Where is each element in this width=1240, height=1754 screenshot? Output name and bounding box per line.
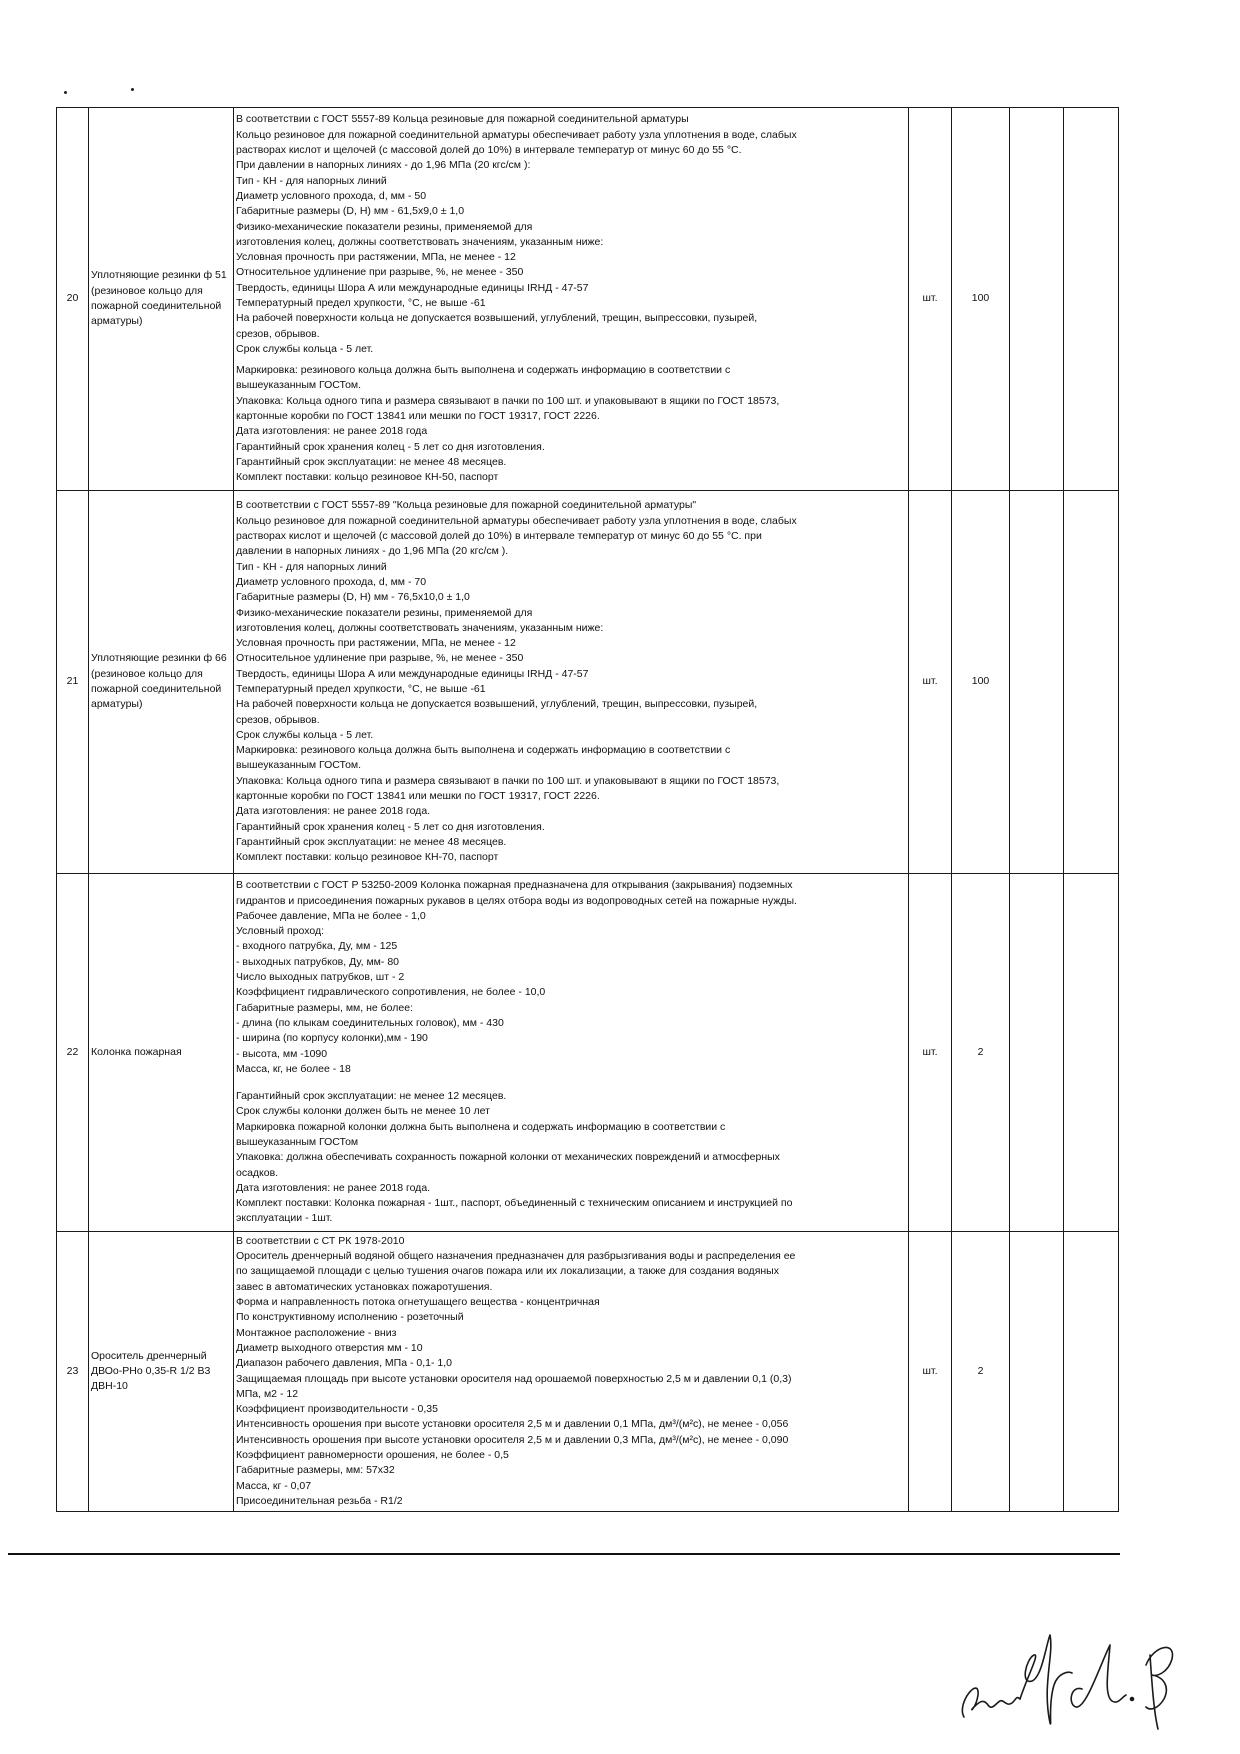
description-line: Тип - КН - для напорных линий <box>236 174 387 187</box>
description-line: Присоединительная резьба - R1/2 <box>236 1494 403 1507</box>
item-description <box>234 1232 909 1512</box>
table-row <box>57 874 1119 1232</box>
description-line: Комплект поставки: кольцо резиновое КН-70, паспорт <box>236 851 499 864</box>
description-line: На рабочей поверхности кольца не допускается возвышений, углублений, трещин, выпрессовки, пузырей, <box>236 312 758 325</box>
description-line: Относительное удлинение при разрыве, %, не менее - 350 <box>236 266 524 279</box>
description-line: Диапазон рабочего давления, МПа - 0,1- 1,0 <box>236 1357 452 1370</box>
description-line: эксплуатации - 1шт. <box>236 1212 333 1225</box>
description-line: МПа, м2 - 12 <box>236 1387 299 1400</box>
description-line: Маркировка: резинового кольца должна быть выполнена и содержать информацию в соответствии с <box>236 744 731 757</box>
description-line: Рабочее давление, МПа не более - 1,0 <box>236 909 426 922</box>
description-line: Упаковка: Кольца одного типа и размера связывают в пачки по 100 шт. и упаковывают в ящики по ГОСТ 18573, <box>236 774 780 787</box>
description-line: картонные коробки по ГОСТ 13841 или мешки по ГОСТ 19317, ГОСТ 2226. <box>236 410 600 423</box>
description-line: завес в автоматических установках пожаротушения. <box>236 1280 493 1293</box>
description-line: Твердость, единицы Шора А или международные единицы IRHД - 47-57 <box>236 281 589 294</box>
unit-of-measure: шт. <box>909 108 952 491</box>
scan-speck <box>131 88 134 91</box>
description-line: изготовления колец, должны соответствовать значениям, указанным ниже: <box>236 235 604 248</box>
description-line: Коэффициент производительности - 0,35 <box>236 1403 438 1416</box>
description-line: - длина (по клыкам соединительных головок), мм - 430 <box>236 1016 504 1029</box>
description-line: Срок службы колонки должен быть не менее 10 лет <box>236 1105 490 1118</box>
description-line: Интенсивность орошения при высоте установки оросителя 2,5 м и давлении 0,3 МПа, дм³/(м²с), не менее - 0,090 <box>236 1433 789 1446</box>
description-line: В соответствии с ГОСТ 5557-89 Кольца резиновые для пожарной соединительной арматуры <box>236 113 689 126</box>
description-line: Твердость, единицы Шора А или международные единицы IRHД - 47-57 <box>236 667 589 680</box>
description-line: Коэффициент равномерности орошения, не более - 0,5 <box>236 1448 509 1461</box>
description-line: Дата изготовления: не ранее 2018 года <box>236 425 428 438</box>
description-line: Комплект поставки: Колонка пожарная - 1шт., паспорт, объединенный с техническим описанием и инструкцией по <box>236 1197 793 1210</box>
row-number: 21 <box>57 491 89 874</box>
description-line: вышеуказанным ГОСТом. <box>236 759 362 772</box>
description-line: Температурный предел хрупкости, °С, не выше -61 <box>236 683 486 695</box>
description-line: Условная прочность при растяжении, МПа, не менее - 12 <box>236 637 516 650</box>
description-line: растворах кислот и щелочей (с массовой долей до 10%) в интервале температур от минус 60 до 55 °С. <box>236 144 742 157</box>
description-line: В соответствии с СТ РК 1978-2010 <box>236 1234 405 1247</box>
description-line: Срок службы кольца - 5 лет. <box>236 342 374 355</box>
description-line: срезов, обрывов. <box>236 327 320 340</box>
empty-cell <box>1010 1232 1064 1512</box>
description-line: Маркировка: резинового кольца должна быть выполнена и содержать информацию в соответствии с <box>236 364 731 377</box>
description-line: растворах кислот и щелочей (с массовой долей до 10%) в интервале температур от минус 60 до 55 °С. при <box>236 530 762 543</box>
description-line: Масса, кг, не более - 18 <box>236 1062 351 1075</box>
description-line: Ороситель дренчерный водяной общего назначения предназначен для разбрызгивания воды и распределения ее <box>236 1250 796 1263</box>
description-line: Гарантийный срок эксплуатации: не менее 48 месяцев. <box>236 835 507 848</box>
description-line: Комплект поставки: кольцо резиновое КН-50, паспорт <box>236 471 499 484</box>
empty-cell <box>1064 1232 1119 1512</box>
description-line: осадков. <box>236 1166 279 1179</box>
description-line: изготовления колец, должны соответствовать значениям, указанным ниже: <box>236 621 604 634</box>
table-row <box>57 108 1119 491</box>
description-line: Гарантийный срок хранения колец - 5 лет со дня изготовления. <box>236 440 545 453</box>
description-line: Упаковка: должна обеспечивать сохранность пожарной колонки от механических повреждений и атмосферных <box>236 1151 780 1164</box>
specification-table <box>56 107 1119 1512</box>
empty-cell <box>1010 108 1064 491</box>
description-line: На рабочей поверхности кольца не допускается возвышений, углублений, трещин, выпрессовки, пузырей, <box>236 698 758 711</box>
page-bottom-rule <box>8 1553 1120 1555</box>
row-number: 22 <box>57 874 89 1232</box>
description-line: Физико-механические показатели резины, применяемой для <box>236 606 533 619</box>
quantity: 100 <box>952 108 1010 491</box>
quantity: 2 <box>952 1232 1010 1512</box>
empty-cell <box>1064 874 1119 1232</box>
description-line: При давлении в напорных линиях - до 1,96 МПа (20 кгс/см ): <box>236 159 531 172</box>
description-line: Габаритные размеры, мм: 57x32 <box>236 1464 395 1477</box>
description-line: В соответствии с ГОСТ 5557-89 "Кольца резиновые для пожарной соединительной арматуры" <box>236 499 697 512</box>
description-line: Интенсивность орошения при высоте установки оросителя 2,5 м и давлении 0,1 МПа, дм³/(м²с), не менее - 0,056 <box>236 1418 789 1431</box>
unit-of-measure: шт. <box>909 1232 952 1512</box>
description-line: Диаметр условного прохода, d, мм - 50 <box>236 189 427 202</box>
description-line: Гарантийный срок эксплуатации: не менее 48 месяцев. <box>236 455 507 468</box>
scan-speck <box>64 91 67 94</box>
empty-cell <box>1010 874 1064 1232</box>
description-line: по защищаемой площади с целью тушения очагов пожара или их локализации, а также для создания водяных <box>236 1265 779 1278</box>
item-description <box>234 491 909 874</box>
description-line: В соответствии с ГОСТ Р 53250-2009 Колонка пожарная предназначена для открывания (закрывания) подземных <box>236 879 793 892</box>
quantity: 2 <box>952 874 1010 1232</box>
item-name: Колонка пожарная <box>89 874 234 1232</box>
description-line: По конструктивному исполнению - розеточный <box>236 1311 464 1324</box>
description-line: Форма и направленность потока огнетушащего вещества - концентричная <box>236 1296 600 1309</box>
description-line: Габаритные размеры (D, H) мм - 76,5x10,0 ± 1,0 <box>236 591 470 604</box>
row-number: 23 <box>57 1232 89 1512</box>
description-line: Условная прочность при растяжении, МПа, не менее - 12 <box>236 251 516 264</box>
description-line: Число выходных патрубков, шт - 2 <box>236 971 405 984</box>
description-line: Упаковка: Кольца одного типа и размера связывают в пачки по 100 шт. и упаковывают в ящики по ГОСТ 18573, <box>236 394 780 407</box>
description-line: Дата изготовления: не ранее 2018 года. <box>236 805 431 818</box>
description-line: Маркировка пожарной колонки должна быть выполнена и содержать информацию в соответствии с <box>236 1120 726 1133</box>
item-name: Ороситель дренчерный ДВОо-РНо 0,35-R 1/2 В3 ДВН-10 <box>89 1232 234 1512</box>
item-name: Уплотняющие резинки ф 66 (резиновое кольцо для пожарной соединительной арматуры) <box>89 491 234 874</box>
unit-of-measure: шт. <box>909 491 952 874</box>
table-row <box>57 1232 1119 1512</box>
item-description <box>234 874 909 1232</box>
description-line: Монтажное расположение - вниз <box>236 1326 397 1339</box>
description-line: Относительное удлинение при разрыве, %, не менее - 350 <box>236 652 524 665</box>
item-description <box>234 108 909 491</box>
description-line: Диаметр условного прохода, d, мм - 70 <box>236 575 427 588</box>
handwritten-signature <box>950 1615 1210 1735</box>
table-row <box>57 491 1119 874</box>
description-line: Условный проход: <box>236 925 325 938</box>
description-line: Кольцо резиновое для пожарной соединительной арматуры обеспечивает работу узла уплотнения в воде, слабых <box>236 128 797 141</box>
row-number: 20 <box>57 108 89 491</box>
description-line: Дата изготовления: не ранее 2018 года. <box>236 1181 431 1194</box>
description-line: Температурный предел хрупкости, °С, не выше -61 <box>236 297 486 309</box>
description-line: гидрантов и присоединения пожарных рукавов в целях отбора воды из водопроводных сетей на пожарные нужды. <box>236 894 797 907</box>
description-line: - входного патрубка, Ду, мм - 125 <box>236 940 398 953</box>
description-line: Коэффициент гидравлического сопротивления, не более - 10,0 <box>236 986 546 999</box>
empty-cell <box>1010 491 1064 874</box>
description-line: Габаритные размеры, мм, не более: <box>236 1001 413 1014</box>
description-line: - ширина (по корпусу колонки),мм - 190 <box>236 1032 428 1045</box>
quantity: 100 <box>952 491 1010 874</box>
description-line: Гарантийный срок эксплуатации: не менее 12 месяцев. <box>236 1090 507 1103</box>
description-line: Защищаемая площадь при высоте установки оросителя над орошаемой поверхностью 2,5 м и давлении 0,1 (0,3) <box>236 1372 792 1385</box>
description-line: срезов, обрывов. <box>236 713 320 726</box>
description-line: Габаритные размеры (D, H) мм - 61,5x9,0 ± 1,0 <box>236 205 465 218</box>
item-name: Уплотняющие резинки ф 51 (резиновое кольцо для пожарной соединительной арматуры) <box>89 108 234 491</box>
description-line: вышеуказанным ГОСТом. <box>236 379 362 392</box>
description-line: вышеуказанным ГОСТом <box>236 1135 359 1148</box>
description-line <box>236 1077 906 1089</box>
description-line: Гарантийный срок хранения колец - 5 лет со дня изготовления. <box>236 820 545 833</box>
empty-cell <box>1064 491 1119 874</box>
description-line: - высота, мм -1090 <box>236 1047 328 1060</box>
unit-of-measure: шт. <box>909 874 952 1232</box>
description-line: Физико-механические показатели резины, применяемой для <box>236 220 533 233</box>
description-line: Тип - КН - для напорных линий <box>236 560 387 573</box>
description-line: картонные коробки по ГОСТ 13841 или мешки по ГОСТ 19317, ГОСТ 2226. <box>236 790 600 803</box>
description-line: - выходных патрубков, Ду, мм- 80 <box>236 955 399 968</box>
description-line: давлении в напорных линиях - до 1,96 МПа (20 кгс/см ). <box>236 545 509 558</box>
empty-cell <box>1064 108 1119 491</box>
description-line: Масса, кг - 0,07 <box>236 1479 312 1492</box>
description-line: Кольцо резиновое для пожарной соединительной арматуры обеспечивает работу узла уплотнения в воде, слабых <box>236 514 797 527</box>
description-line: Диаметр выходного отверстия мм - 10 <box>236 1341 423 1354</box>
description-line: Срок службы кольца - 5 лет. <box>236 728 374 741</box>
